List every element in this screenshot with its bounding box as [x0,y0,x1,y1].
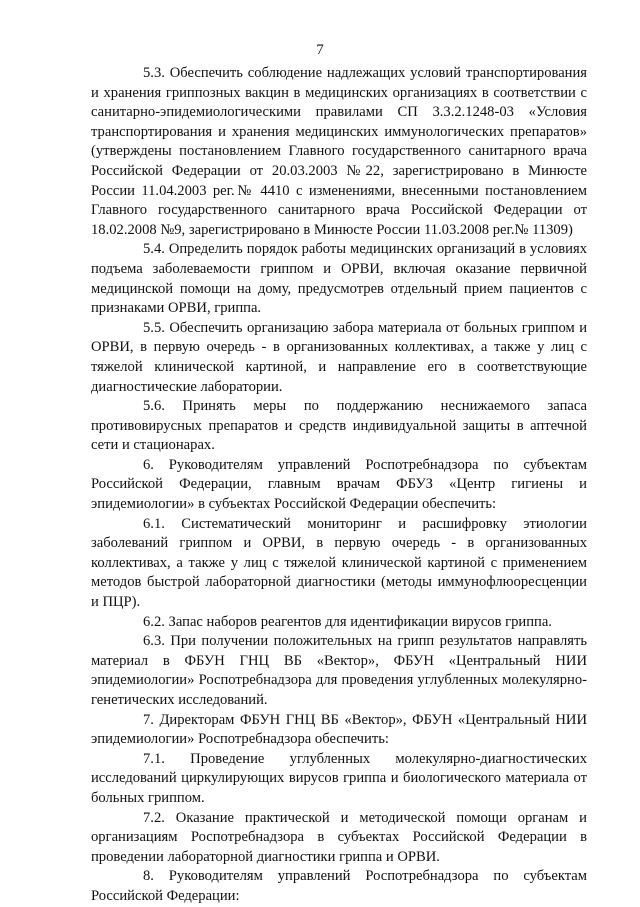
paragraph-6-2: 6.2. Запас наборов реагентов для идентификации вирусов гриппа. [143,613,552,630]
paragraph-6-1: 6.1. Систематический мониторинг и расшифровку этиологии заболеваний гриппом и ОРВИ, в первую очередь - в организованных коллективах, а также у лиц с тяжелой клинической картиной с применением методов быстрой лабораторной диагностики (методы иммунофлюоресценции и ПЦР). [91,515,587,611]
paragraph-8: 8. Руководителям управлений Роспотребнадзора по субъектам Российской Федерации: [91,868,587,904]
paragraph-5-5: 5.5. Обеспечить организацию забора материала от больных гриппом и ОРВИ, в первую очередь - в организованных коллективах, а также у лиц с тяжелой клинической картиной, и направление его в соответствующие диагностические лаборатории. [91,319,587,395]
paragraph-7: 7. Директорам ФБУН ГНЦ ВБ «Вектор», ФБУН «Центральный НИИ эпидемиологии» Роспотребнадзора обеспечить: [91,711,587,748]
paragraph-7-1: 7.1. Проведение углубленных молекулярно-диагностических исследований циркулирующих вирусов гриппа и биологического материала от больных гриппом. [91,750,587,806]
document-body [91,64,587,907]
paragraph-7-2: 7.2. Оказание практической и методической помощи органам и организациям Роспотребнадзора в субъектах Российской Федерации в проведении лабораторной диагностики гриппа и ОРВИ. [91,809,587,865]
paragraph-5-6: 5.6. Принять меры по поддержанию неснижаемого запаса противовирусных препаратов и средств индивидуальной защиты в аптечной сети и стационарах. [91,398,587,454]
paragraph-5-4: 5.4. Определить порядок работы медицинских организаций в условиях подъема заболеваемости гриппом и ОРВИ, включая оказание первичной медицинской помощи на дому, предусмотрев отдельный прием пациентов с признаками ОРВИ, гриппа. [91,241,587,317]
paragraph-6: 6. Руководителям управлений Роспотребнадзора по субъектам Российской Федерации, главным врачам ФБУЗ «Центр гигиены и эпидемиологии» в субъектах Российской Федерации обеспечить: [91,456,587,513]
page-number: 7 [316,42,324,58]
paragraph-6-3: 6.3. При получении положительных на грипп результатов направлять материал в ФБУН ГНЦ ВБ «Вектор», ФБУН «Центральный НИИ эпидемиологии» Роспотребнадзора для проведения углубленных молекулярно-генетических исследований. [91,633,587,708]
paragraph-5-3: 5.3. Обеспечить соблюдение надлежащих условий транспортирования и хранения гриппозных вакцин в медицинских организациях в соответствии с санитарно-эпидемиологическими правилами СП 3.3.2.1248-03 «Условия транспортирования и хранения медицинских иммунологических препаратов» (утверждены постановлением Главного государственного санитарного врача Российской Федерации от 20.03.2003 №22, зарегистрировано в Минюсте России 11.04.2003 рег.№ 4410 с изменениями, внесенными постановлением Главного государственного санитарного врача Российской Федерации от 18.02.2008 №9, зарегистрировано в Минюсте России 11.03.2008 рег.№ 11309) [91,65,587,238]
